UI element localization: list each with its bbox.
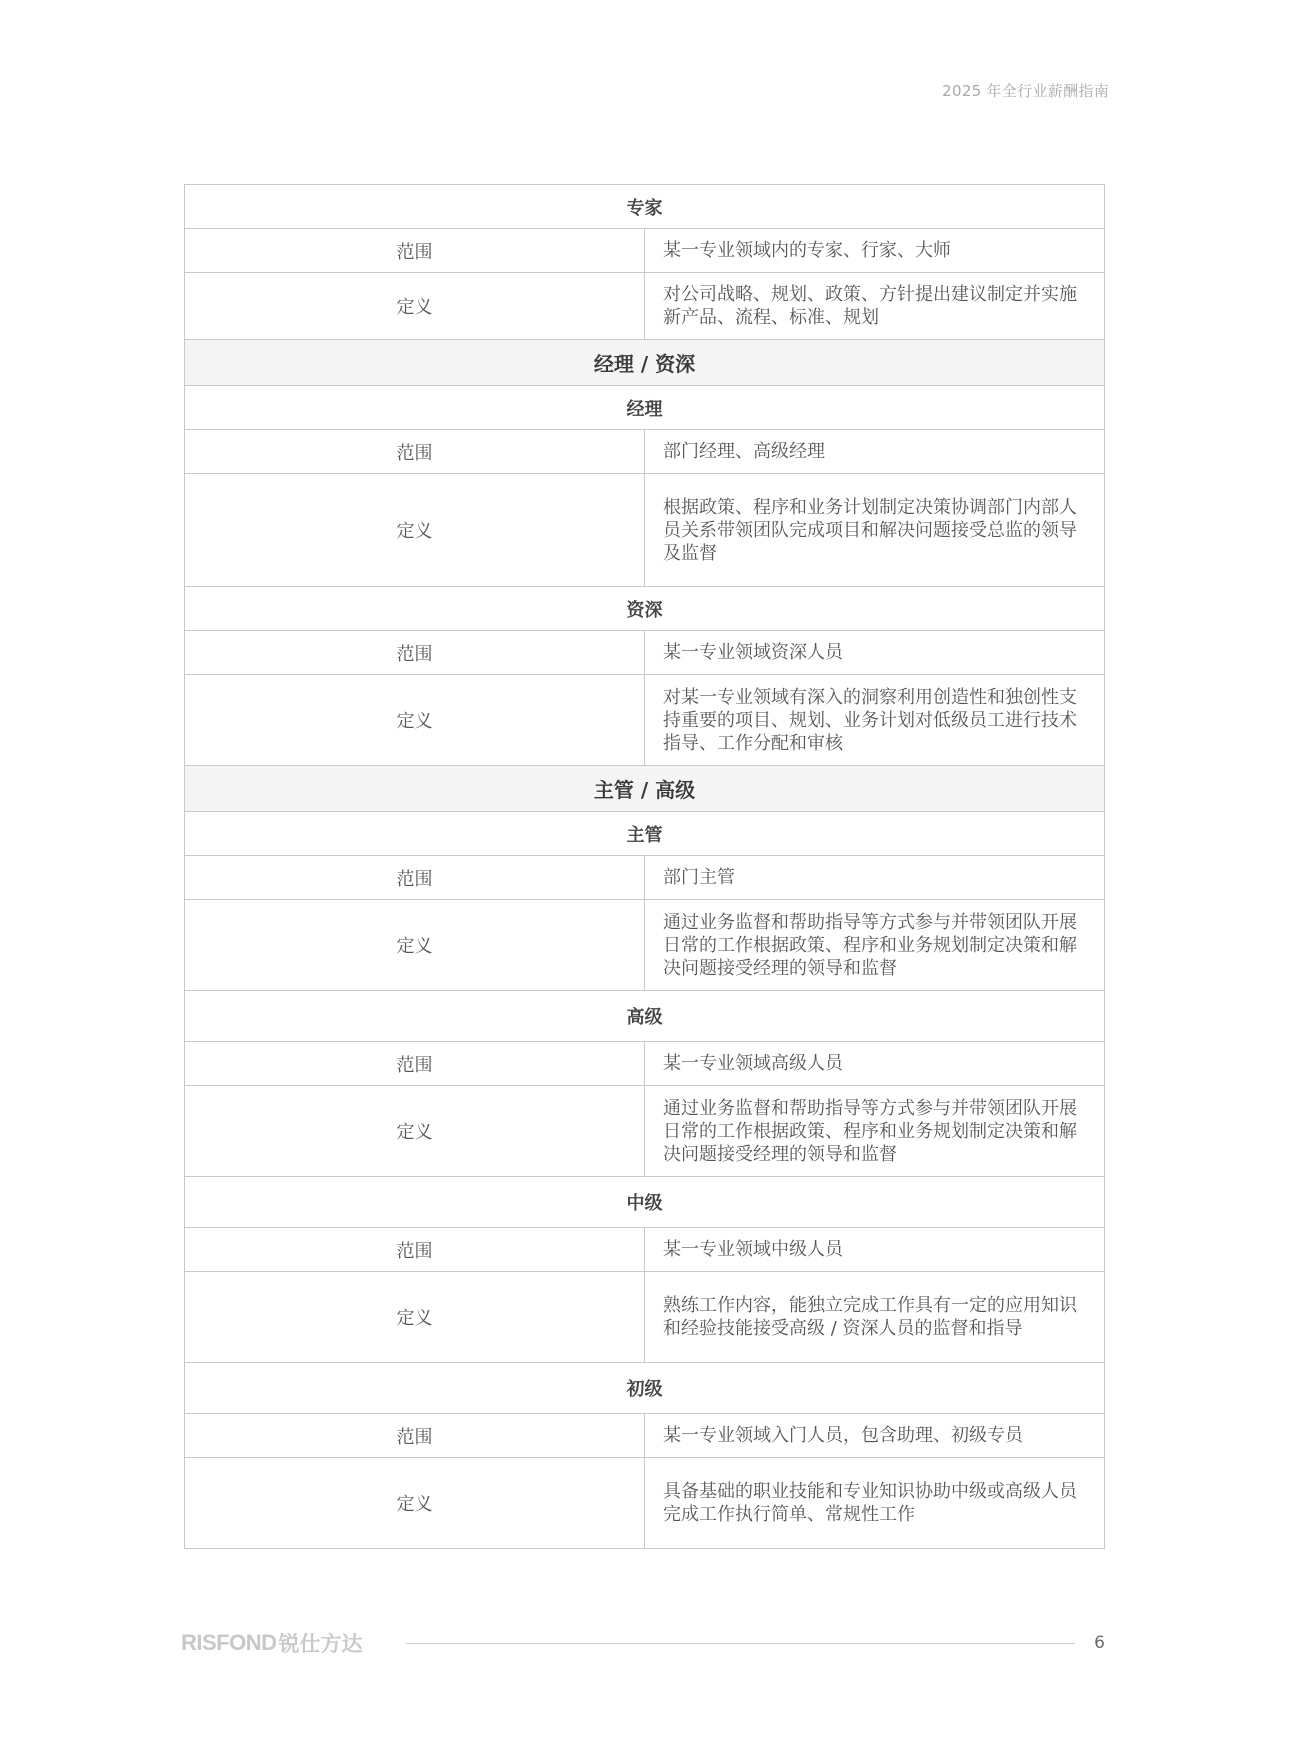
scope-label: 范围 [185, 631, 645, 675]
table-row [185, 1042, 1105, 1086]
group-manager-senior-row [185, 340, 1105, 386]
expert-scope: 某一专业领域内的专家、行家、大师 [645, 229, 1105, 273]
table-row [185, 1086, 1105, 1177]
table-row [185, 900, 1105, 991]
intermediate-scope: 某一专业领域中级人员 [645, 1228, 1105, 1272]
logo-english: RISFOND [181, 1630, 277, 1655]
manager-scope: 部门经理、高级经理 [645, 430, 1105, 474]
intermediate-definition: 熟练工作内容，能独立完成工作具有一定的应用知识和经验技能接受高级 / 资深人员的监督和指导 [645, 1272, 1105, 1363]
section-senior-title: 资深 [185, 587, 1105, 631]
table-row [185, 474, 1105, 587]
supervisor-definition: 通过业务监督和帮助指导等方式参与并带领团队开展日常的工作根据政策、程序和业务规划制定决策和解决问题接受经理的领导和监督 [645, 900, 1105, 991]
job-level-table [184, 184, 1105, 1549]
logo-chinese: 锐仕方达 [278, 1632, 363, 1656]
section-junior-title: 初级 [185, 1363, 1105, 1414]
section-supervisor-row [185, 812, 1105, 856]
expert-definition: 对公司战略、规划、政策、方针提出建议制定并实施新产品、流程、标准、规划 [645, 273, 1105, 340]
page-header-title: 2025 年全行业薪酬指南 [942, 82, 1109, 100]
table-row [185, 1228, 1105, 1272]
manager-definition: 根据政策、程序和业务计划制定决策协调部门内部人员关系带领团队完成项目和解决问题接受总监的领导及监督 [645, 474, 1105, 587]
senior-scope: 某一专业领域资深人员 [645, 631, 1105, 675]
section-supervisor-title: 主管 [185, 812, 1105, 856]
group-manager-senior-title: 经理 / 资深 [185, 340, 1105, 386]
table-row [185, 273, 1105, 340]
table-row [185, 631, 1105, 675]
scope-label: 范围 [185, 1414, 645, 1458]
footer-divider [406, 1643, 1075, 1644]
section-intermediate-title: 中级 [185, 1177, 1105, 1228]
table-row [185, 1458, 1105, 1549]
definition-label: 定义 [185, 1272, 645, 1363]
senior-definition: 对某一专业领域有深入的洞察利用创造性和独创性支持重要的项目、规划、业务计划对低级员工进行技术指导、工作分配和审核 [645, 675, 1105, 766]
section-junior-row [185, 1363, 1105, 1414]
definition-label: 定义 [185, 1458, 645, 1549]
page-number: 6 [1094, 1633, 1105, 1653]
table-row [185, 229, 1105, 273]
scope-label: 范围 [185, 856, 645, 900]
scope-label: 范围 [185, 229, 645, 273]
table-row [185, 1414, 1105, 1458]
scope-label: 范围 [185, 1228, 645, 1272]
table-row [185, 856, 1105, 900]
advanced-definition: 通过业务监督和帮助指导等方式参与并带领团队开展日常的工作根据政策、程序和业务规划制定决策和解决问题接受经理的领导和监督 [645, 1086, 1105, 1177]
section-manager-title: 经理 [185, 386, 1105, 430]
junior-scope: 某一专业领域入门人员，包含助理、初级专员 [645, 1414, 1105, 1458]
supervisor-scope: 部门主管 [645, 856, 1105, 900]
group-supervisor-advanced-title: 主管 / 高级 [185, 766, 1105, 812]
section-senior-row [185, 587, 1105, 631]
scope-label: 范围 [185, 1042, 645, 1086]
group-supervisor-advanced-row [185, 766, 1105, 812]
table-row [185, 1272, 1105, 1363]
definition-label: 定义 [185, 900, 645, 991]
definition-label: 定义 [185, 675, 645, 766]
definition-label: 定义 [185, 273, 645, 340]
section-advanced-title: 高级 [185, 991, 1105, 1042]
section-advanced-row [185, 991, 1105, 1042]
table-row [185, 675, 1105, 766]
scope-label: 范围 [185, 430, 645, 474]
definition-label: 定义 [185, 474, 645, 587]
section-manager-row [185, 386, 1105, 430]
junior-definition: 具备基础的职业技能和专业知识协助中级或高级人员完成工作执行简单、常规性工作 [645, 1458, 1105, 1549]
company-logo [181, 1628, 363, 1658]
section-intermediate-row [185, 1177, 1105, 1228]
page-footer [181, 1628, 1105, 1658]
section-expert-title: 专家 [185, 185, 1105, 229]
advanced-scope: 某一专业领域高级人员 [645, 1042, 1105, 1086]
table-row [185, 430, 1105, 474]
definition-label: 定义 [185, 1086, 645, 1177]
section-expert-row [185, 185, 1105, 229]
